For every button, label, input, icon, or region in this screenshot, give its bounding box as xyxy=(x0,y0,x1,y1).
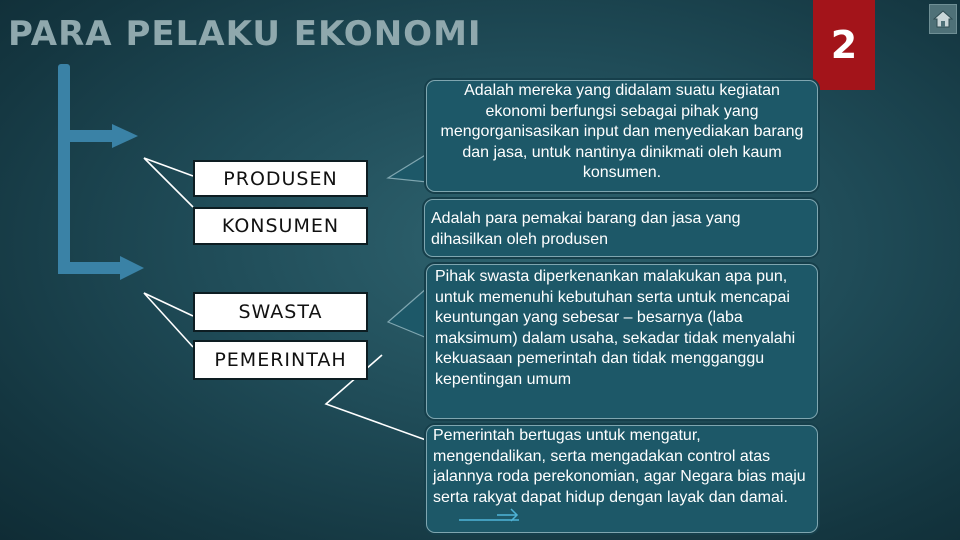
definition-konsumen: Adalah para pemakai barang dan jasa yang dihasilkan oleh produsen xyxy=(424,199,818,257)
callout-tails xyxy=(388,154,427,338)
term-pemerintah: PEMERINTAH xyxy=(193,340,368,380)
page-number-badge: 2 xyxy=(813,0,875,90)
definition-pemerintah xyxy=(426,425,818,533)
term-swasta: SWASTA xyxy=(193,292,368,332)
arrow-right-icon xyxy=(459,508,521,522)
definition-swasta: Pihak swasta diperkenankan malakukan apa pun, untuk memenuhi kebutuhan serta untuk mencapai keuntungan yang sebesar – besarnya (laba maksimum) dalam usaha, sekadar tidak menyalahi kekuasaan pemerintah dan tidak mengganggu kepentingan umum xyxy=(426,264,818,419)
bracket-arrow-icon xyxy=(58,64,144,280)
term-produsen: PRODUSEN xyxy=(193,160,368,197)
definition-produsen: Adalah mereka yang didalam suatu kegiatan ekonomi berfungsi sebagai pihak yang mengorganisasikan input dan menyediakan barang dan jasa, untuk nantinya dinikmati oleh kaum konsumen. xyxy=(426,80,818,192)
slide-title: PARA PELAKU EKONOMI xyxy=(8,14,482,54)
definition-pemerintah-text: Pemerintah bertugas untuk mengatur, mengendalikan, serta mengadakan control atas jalannya roda perekonomian, agar Negara bias maju serta rakyat dapat hidup dengan layak dan damai. xyxy=(433,427,806,506)
term-konsumen: KONSUMEN xyxy=(193,207,368,245)
next-link[interactable] xyxy=(459,508,521,529)
